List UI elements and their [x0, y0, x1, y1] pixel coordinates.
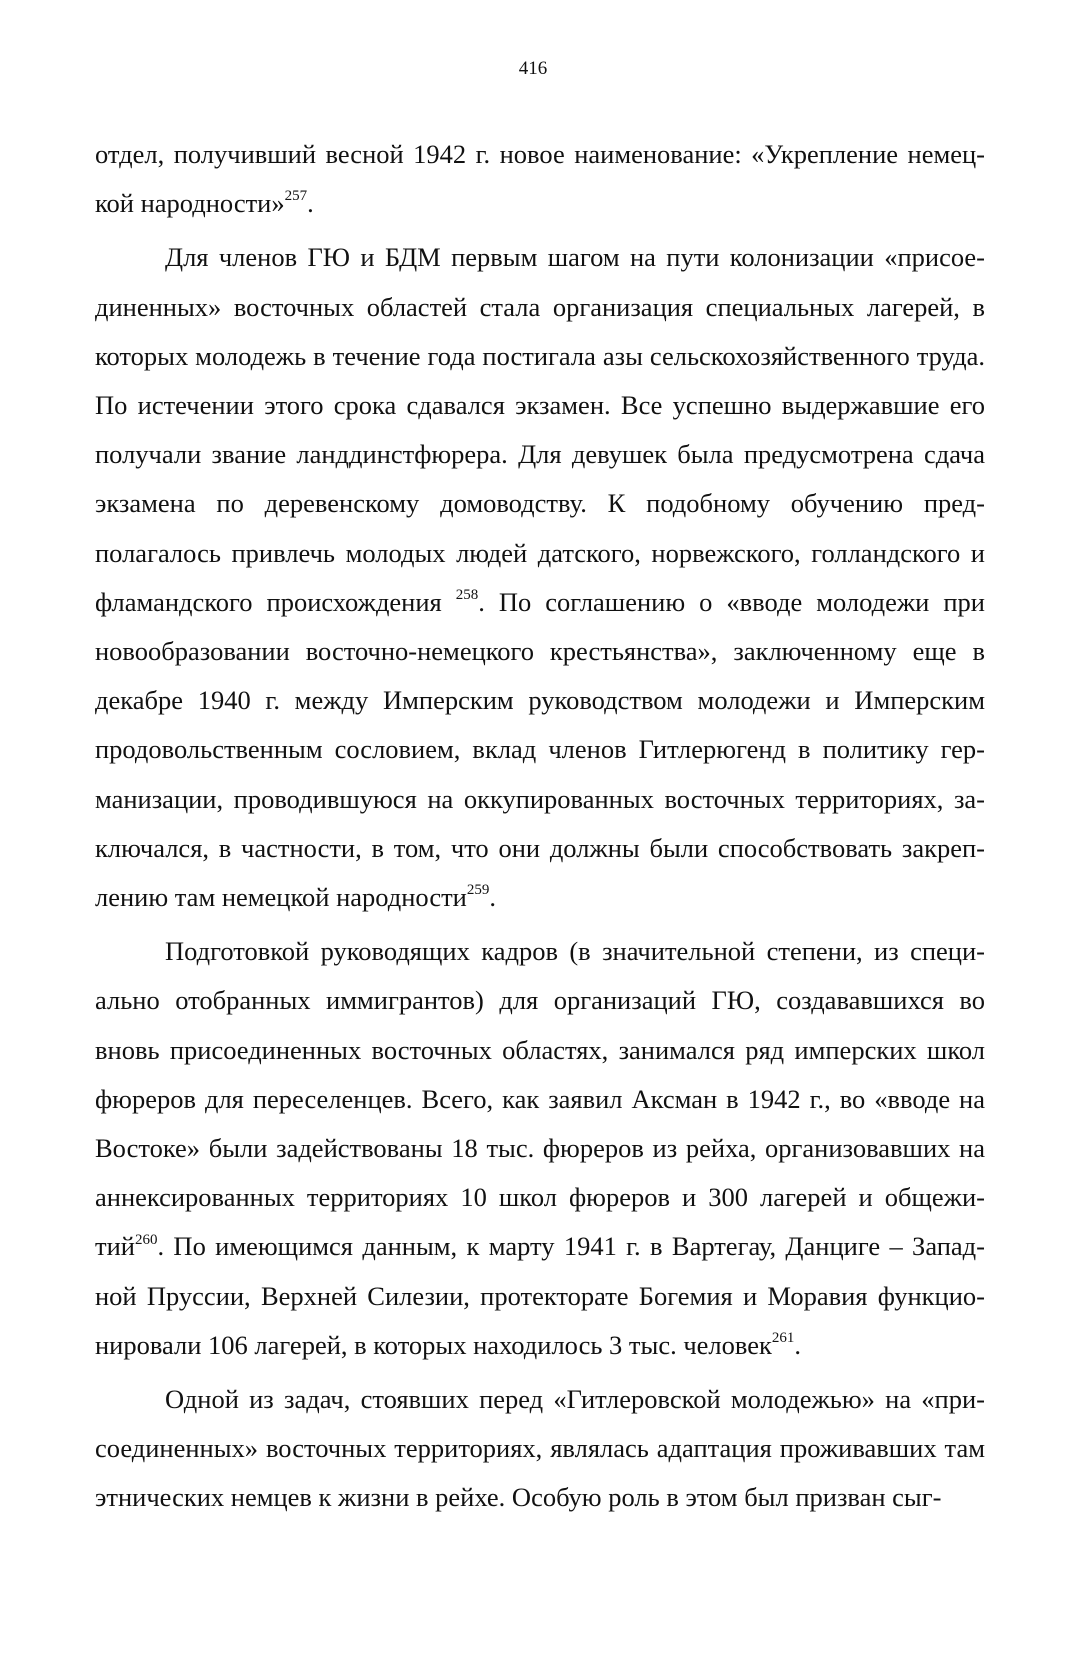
footnote-ref-258[interactable]: 258 [455, 587, 479, 603]
footnote-ref-257[interactable]: 257 [284, 188, 308, 205]
paragraph-3 [95, 927, 985, 1370]
text-segment: . [489, 882, 496, 913]
paragraph-1 [95, 130, 985, 228]
footnote-ref-261[interactable]: 261 [771, 1330, 795, 1347]
footnote-ref-260[interactable]: 260 [134, 1231, 158, 1248]
text-segment: Для членов ГЮ и БДМ первым шагом на пути колонизации «присоединенных» восточных областей стала организация специальных лагерей, в которых молодежь в течение года постигала азы сельскохозяйственного труда. По истечении этого срока сдавался экзамен. Все успешно выдержавшие его получали звание ланддинстфюрера. Для девушек была предусмотрена сдача экзамена по деревенскому домоводству. К подобному обучению предполагалось привлечь молодых людей датского, норвежского, голландского и фламандского происхождения [95, 242, 985, 617]
text-segment: . [794, 1329, 802, 1360]
text-segment: отдел, получивший весной 1942 г. новое наименование: «Укрепление немецкой народности» [95, 139, 985, 219]
page-body [95, 130, 985, 1528]
paragraph-2 [95, 233, 985, 922]
paragraph-4 [95, 1375, 985, 1523]
text-segment: Одной из задач, стоявших перед «Гитлеровской молодежью» на «присоединенных» восточных территориях, являлась адаптация проживавших там этнических немцев к жизни в рейхе. Особую роль в этом был призван сыг- [95, 1384, 985, 1513]
text-segment: Подготовкой руководящих кадров (в значительной степени, из специально отобранных иммигрантов) для организаций ГЮ, создававшихся во вновь присоединенных восточных областях, занимался ряд имперских школ фюреров для переселенцев. Всего, как заявил Аксман в 1942 г., во «вводе на Востоке» были задействованы 18 тыс. фюреров из рейха, организовавших на аннексированных территориях 10 школ фюреров и 300 лагерей и общежитий [95, 936, 985, 1262]
text-segment: . По имеющимся данным, к марту 1941 г. в Вартегау, Данциге – Западной Пруссии, Верхней Силезии, протекторате Богемия и Моравия функционировали 106 лагерей, в которых находилось 3 тыс. человек [95, 1231, 985, 1360]
text-segment: . [307, 188, 314, 219]
page-number: 416 [518, 58, 548, 79]
footnote-ref-259[interactable]: 259 [466, 882, 490, 899]
text-segment: . По соглашению о «вводе молодежи при новообразовании восточно-немецкого крестьянства», заключенному еще в декабре 1940 г. между Имперским руководством молодежи и Имперским продовольственным сословием, вклад членов Гитлерюгенд в политику германизации, проводившуюся на оккупированных восточных территориях, заключался, в частности, в том, что они должны были способствовать закреплению там немецкой народности [95, 586, 985, 913]
